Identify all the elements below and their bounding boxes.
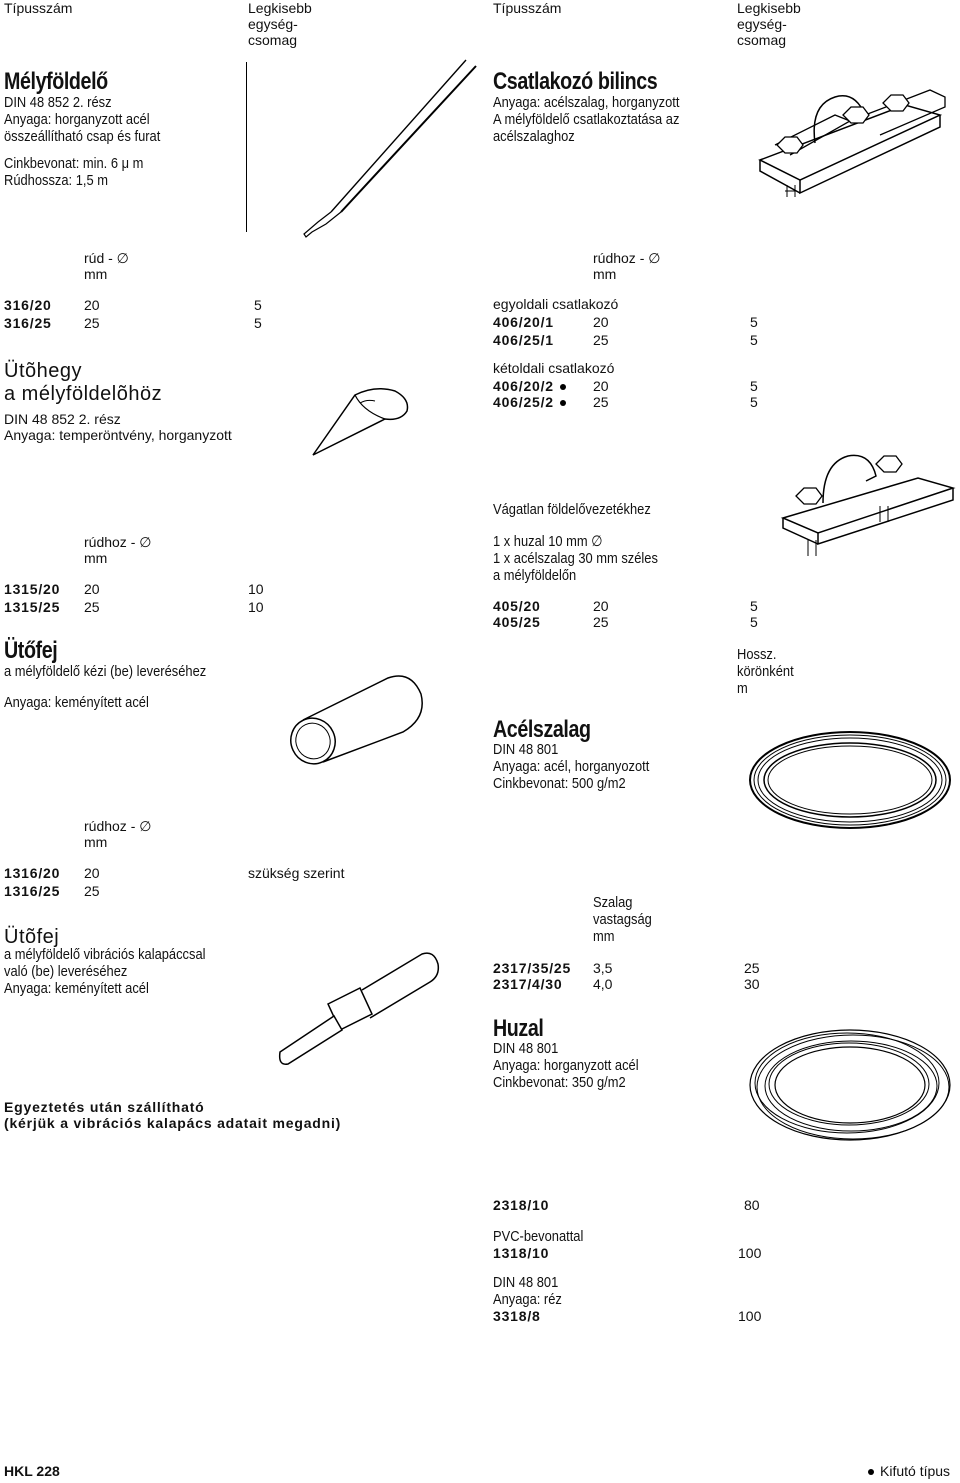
- tip-row-size: 25: [84, 599, 100, 615]
- clamp-double-label: kétoldali csatlakozó: [493, 360, 615, 376]
- tip-row-size: 20: [84, 581, 100, 597]
- rod-row-pack: 5: [254, 315, 262, 331]
- obsolete-bullet-icon: [560, 384, 566, 390]
- uncut-illustration: [778, 448, 958, 558]
- strip-col-label: Szalag vastagság mm: [593, 894, 652, 945]
- clamp-col-label: rúdhoz - ∅ mm: [593, 250, 661, 282]
- head1-row-size: 20: [84, 865, 100, 881]
- uncut-desc: 1 x huzal 10 mm ∅ 1 x acélszalag 30 mm széles a mélyföldelőn: [493, 533, 658, 584]
- head1-row-size: 25: [84, 883, 100, 899]
- head1-col-label: rúdhoz - ∅ mm: [84, 818, 152, 850]
- head1-row-code: 1316/20: [4, 865, 61, 881]
- clamp-title: Csatlakozó bilincs: [493, 68, 658, 95]
- strip-len-label: Hossz. körönként m: [737, 646, 794, 697]
- clamp-double-pack: 5: [750, 378, 758, 394]
- tip-row-code: 1315/20: [4, 581, 61, 597]
- wire-desc: DIN 48 801 Anyaga: horganyzott acél Cinkbevonat: 350 g/m2: [493, 1040, 639, 1091]
- rod-row-code: 316/20: [4, 297, 52, 313]
- tip-title: Ütõhegy a mélyföldelõhöz: [4, 360, 163, 405]
- head1-illustration: [283, 660, 433, 770]
- wire-cu-desc: DIN 48 801 Anyaga: réz: [493, 1274, 562, 1308]
- legend: Kifutó típus: [868, 1463, 950, 1479]
- header-unit-left: Legkisebb egység- csomag: [248, 0, 312, 48]
- rod-row-size: 25: [84, 315, 100, 331]
- clamp-double-size: 20: [593, 378, 609, 394]
- head1-title: Ütőfej: [4, 637, 58, 664]
- tip-row-pack: 10: [248, 599, 264, 615]
- rod-col-label: rúd - ∅ mm: [84, 250, 129, 282]
- strip-desc: DIN 48 801 Anyaga: acél, horganyozott Cinkbevonat: 500 g/m2: [493, 741, 650, 792]
- wire-pvc-label: PVC-bevonattal: [493, 1228, 584, 1245]
- wire-row-pack: 100: [738, 1308, 762, 1324]
- head2-desc: a mélyföldelő vibrációs kalapáccsal való (be) leveréséhez Anyaga: keményített acél: [4, 946, 206, 997]
- header-unit-right: Legkisebb egység- csomag: [737, 0, 801, 48]
- uncut-title: Vágatlan földelővezetékhez: [493, 501, 651, 518]
- clamp-single-pack: 5: [750, 332, 758, 348]
- clamp-illustration: [755, 85, 955, 215]
- clamp-desc: Anyaga: acélszalag, horganyzott A mélyföldelő csatlakoztatása az acélszalaghoz: [493, 94, 680, 145]
- rod-row-code: 316/25: [4, 315, 52, 331]
- obsolete-bullet-icon: [868, 1469, 874, 1475]
- rod-illustration: [246, 62, 486, 242]
- strip-title: Acélszalag: [493, 716, 591, 743]
- wire-title: Huzal: [493, 1015, 544, 1042]
- head1-desc: a mélyföldelő kézi (be) leveréséhez Anyaga: keményített acél: [4, 663, 207, 711]
- strip-coil-illustration: [745, 725, 955, 835]
- tip-col-label: rúdhoz - ∅ mm: [84, 534, 152, 566]
- wire-coil-illustration: [745, 1025, 955, 1155]
- uncut-row-pack: 5: [750, 598, 758, 614]
- tip-illustration: [305, 385, 425, 475]
- strip-row-pack: 30: [744, 976, 760, 992]
- clamp-single-code: 406/20/1: [493, 314, 554, 330]
- strip-row-size: 3,5: [593, 960, 613, 976]
- uncut-row-code: 405/20: [493, 598, 541, 614]
- uncut-row-pack: 5: [750, 614, 758, 630]
- wire-row-pack: 80: [744, 1197, 760, 1213]
- strip-row-pack: 25: [744, 960, 760, 976]
- wire-row-code: 3318/8: [493, 1308, 541, 1324]
- head1-row-pack: szükség szerint: [248, 865, 345, 881]
- strip-row-size: 4,0: [593, 976, 613, 992]
- clamp-double-code: 406/20/2: [493, 378, 566, 394]
- clamp-single-label: egyoldali csatlakozó: [493, 296, 619, 312]
- page-number: HKL 228: [4, 1463, 60, 1479]
- clamp-double-pack: 5: [750, 394, 758, 410]
- tip-row-code: 1315/25: [4, 599, 61, 615]
- clamp-single-size: 25: [593, 332, 609, 348]
- clamp-double-size: 25: [593, 394, 609, 410]
- rod-title: Mélyföldelő: [4, 68, 108, 95]
- rod-row-pack: 5: [254, 297, 262, 313]
- tip-desc: DIN 48 852 2. rész Anyaga: temperöntvény, horganyzott: [4, 411, 232, 443]
- header-type-right: Típusszám: [493, 0, 562, 16]
- wire-row-pack: 100: [738, 1245, 762, 1261]
- head1-row-code: 1316/25: [4, 883, 61, 899]
- tip-row-pack: 10: [248, 581, 264, 597]
- wire-row-code: 2318/10: [493, 1197, 550, 1213]
- obsolete-bullet-icon: [560, 400, 566, 406]
- clamp-single-code: 406/25/1: [493, 332, 554, 348]
- clamp-single-pack: 5: [750, 314, 758, 330]
- header-type-left: Típusszám: [4, 0, 73, 16]
- clamp-single-size: 20: [593, 314, 609, 330]
- clamp-double-code: 406/25/2: [493, 394, 566, 410]
- head2-illustration: [272, 940, 442, 1080]
- rod-desc: DIN 48 852 2. rész Anyaga: horganyzott acél összeállítható csap és furat Cinkbevonat: min. 6 μ m Rúdhossza: 1,5 m: [4, 94, 161, 189]
- uncut-row-size: 25: [593, 614, 609, 630]
- rod-row-size: 20: [84, 297, 100, 313]
- head2-note: Egyeztetés után szállítható (kérjük a vibrációs kalapács adatait megadni): [4, 1099, 342, 1131]
- wire-row-code: 1318/10: [493, 1245, 550, 1261]
- strip-row-code: 2317/35/25: [493, 960, 572, 976]
- uncut-row-code: 405/25: [493, 614, 541, 630]
- uncut-row-size: 20: [593, 598, 609, 614]
- strip-row-code: 2317/4/30: [493, 976, 563, 992]
- head2-title: Ütõfej: [4, 926, 60, 948]
